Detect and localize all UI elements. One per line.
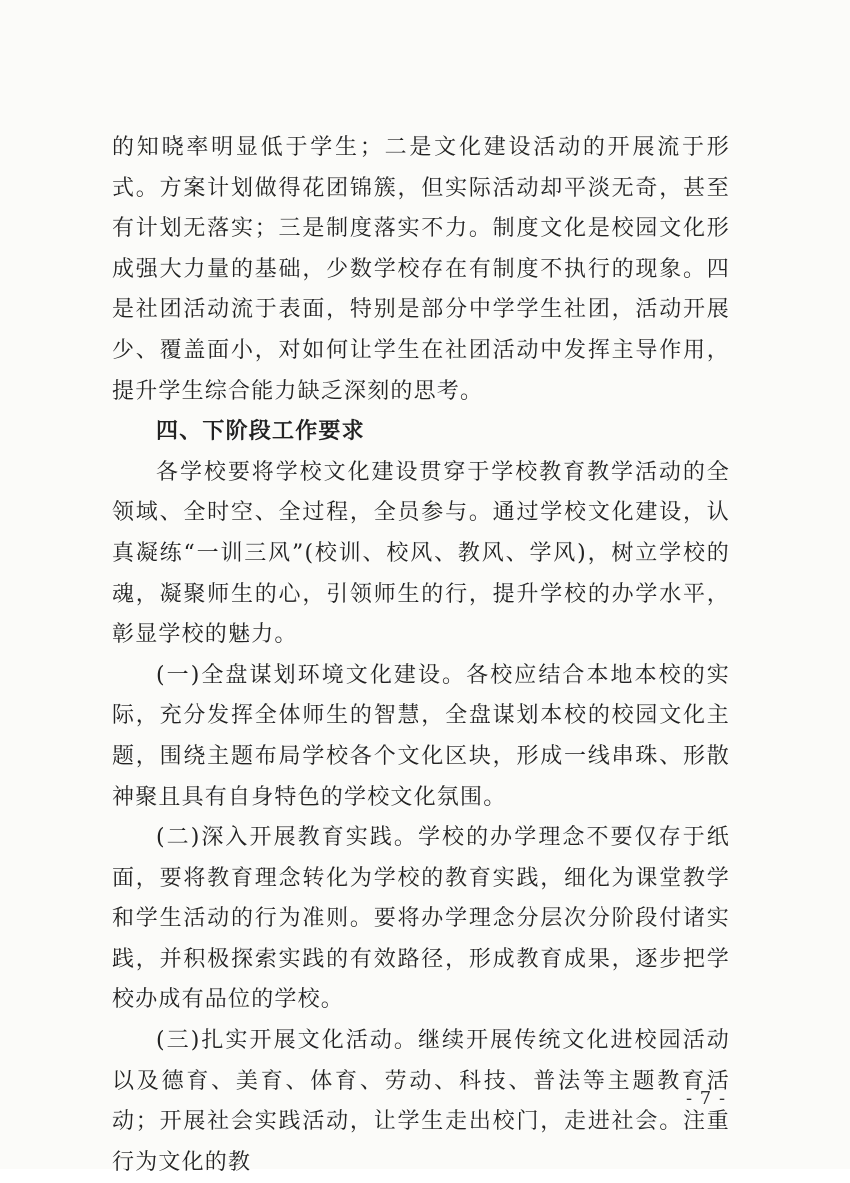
paragraph-text: 各校应结合本地本校的实际，充分发挥全体师生的智慧，全盘谋划本校的校园文化主题，围绕主题布局学校各个文化区块，形成一线串珠、形散神聚且具有自身特色的学校文化氛围。 — [112, 662, 731, 810]
paragraph-text: 的知晓率明显低于学生；二是文化建设活动的开展流于形式。方案计划做得花团锦簇，但实际活动却平淡无奇，甚至有计划无落实；三是制度落实不力。制度文化是校园文化形成强大力量的基础，少数学校存在有制度不执行的现象。四是社团活动流于表面，特别是部分中学学生社团，活动开展少、覆盖面小，对如何让学生在社团活动中发挥主导作用，提升学生综合能力缺乏深刻的思考。 — [112, 135, 730, 404]
paragraph-text: 各学校要将学校文化建设贯穿于学校教育教学活动的全领域、全时空、全过程，全员参与。通过学校文化建设，认真凝练“一训三风”(校训、校风、教风、学风)，树立学校的魂，凝聚师生的心，引领师生的行，提升学校的办学水平，彰显学校的魅力。 — [112, 459, 730, 648]
paragraph-item-2 — [112, 818, 730, 1021]
paragraph-item-3 — [112, 1021, 730, 1183]
section-heading: 四、下阶段工作要求 — [156, 419, 365, 445]
document-body — [112, 128, 730, 1183]
paragraph-intro — [112, 453, 730, 656]
paragraph-continued — [112, 128, 730, 412]
paragraph-item-1 — [112, 656, 730, 818]
item-lead: (一)全盘谋划环境文化建设。 — [156, 662, 467, 688]
item-lead: (二)深入开展教育实践。 — [156, 825, 418, 851]
page-number: - 7 - — [686, 1088, 727, 1109]
paragraph-text: 继续开展传统文化进校园活动以及德育、美育、体育、劳动、科技、普法等主题教育活动；开展社会实践活动，让学生走出校门，走进社会。注重行为文化的教 — [112, 1028, 730, 1175]
item-lead: (三)扎实开展文化活动。 — [156, 1028, 418, 1054]
paragraph-text: 学校的办学理念不要仅存于纸面，要将教育理念转化为学校的教育实践，细化为课堂教学和学生活动的行为准则。要将办学理念分层次分阶段付诸实践，并积极探索实践的有效路径，形成教育成果，逐步把学校办成有品位的学校。 — [112, 825, 730, 1013]
